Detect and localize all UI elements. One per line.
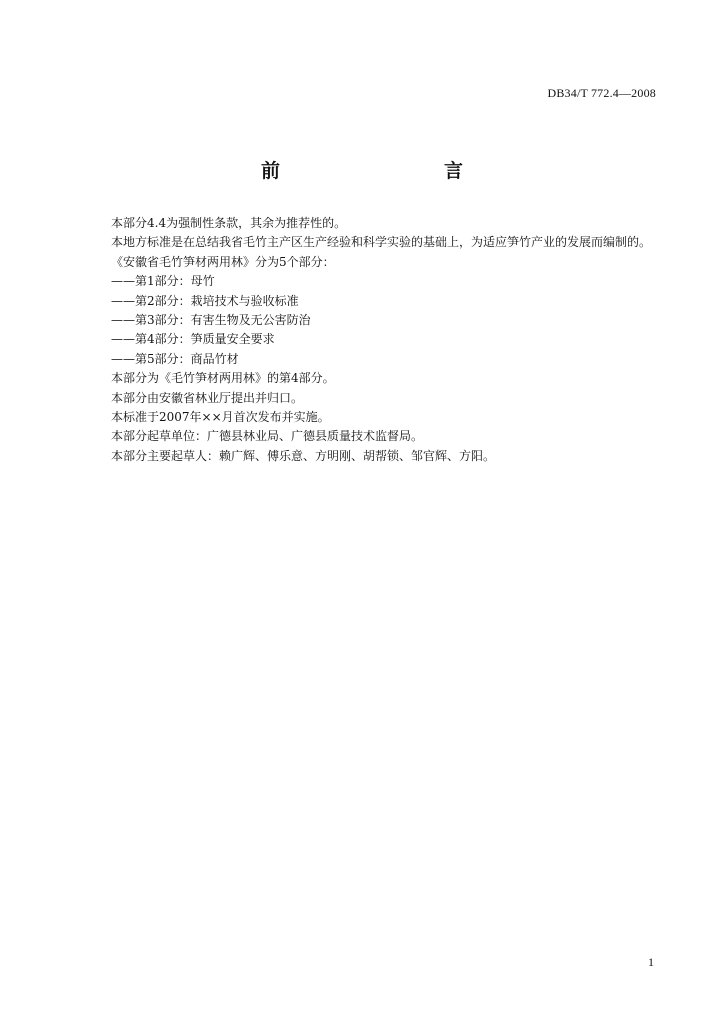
page-number: 1: [648, 955, 654, 969]
paragraph-this-part: 本部分为《毛竹笋材两用林》的第4部分。: [111, 371, 335, 386]
list-item-part-2: ——第2部分：栽培技术与验收标准: [111, 293, 299, 308]
list-item-part-5: ——第5部分：商品竹材: [111, 351, 239, 366]
paragraph-drafters: 本部分主要起草人：赖广辉、傅乐意、方明刚、胡帮锁、邹官辉、方阳。: [111, 448, 496, 463]
paragraph-parts-intro: 《安徽省毛竹笋材两用林》分为5个部分：: [111, 254, 335, 269]
foreword-body: [87, 214, 657, 466]
standard-code: DB34/T 772.4—2008: [547, 86, 656, 100]
list-item-part-1: ——第1部分：母竹: [111, 274, 215, 289]
list-item-part-3: ——第3部分：有害生物及无公害防治: [111, 313, 311, 328]
list-item-part-4: ——第4部分：笋质量安全要求: [111, 332, 275, 347]
paragraph-release: 本标准于2007年××月首次发布并实施。: [111, 410, 330, 425]
paragraph-drafting-units: 本部分起草单位：广德县林业局、广德县质量技术监督局。: [111, 429, 424, 444]
page-title: 前 言: [260, 160, 505, 182]
paragraph-proposed-by: 本部分由安徽省林业厅提出并归口。: [111, 390, 304, 405]
paragraph-mandatory-clause: 本部分4.4为强制性条款，其余为推荐性的。: [111, 216, 347, 230]
paragraph-background: 本地方标准是在总结我省毛竹主产区生产经验和科学实验的基础上，为适应笋竹产业的发展而编制的。: [111, 235, 652, 250]
